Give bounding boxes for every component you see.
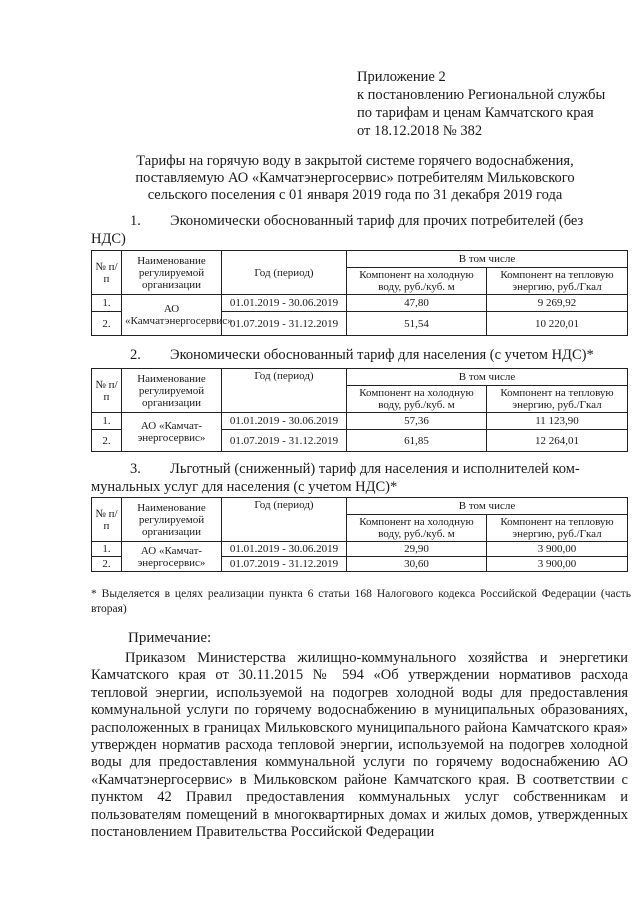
header-period: Год (период) — [222, 251, 347, 295]
appendix-line: по тарифам и ценам Камчатского края — [357, 105, 594, 121]
row-heat: 9 269,92 — [487, 295, 628, 312]
tariff-table — [91, 250, 628, 336]
header-num: № п/п — [92, 369, 122, 413]
section-heading — [130, 212, 583, 230]
header-cold: Компонент на холодную воду, руб./куб. м — [347, 515, 487, 542]
row-cold: 47,80 — [347, 295, 487, 312]
tariff-table — [91, 368, 628, 452]
note-heading: Примечание: — [128, 630, 212, 646]
row-num: 1. — [92, 295, 122, 312]
section-number: 1. — [130, 213, 141, 229]
section-heading — [130, 346, 594, 364]
section-heading-continued: НДС) — [91, 231, 126, 247]
section-heading-text: Льготный (сниженный) тариф для населения и исполнителей ком- — [170, 461, 580, 477]
header-org: Наименование регулируемой организации — [122, 498, 222, 542]
org-name: АО «Камчат-энергосервис» — [122, 542, 222, 572]
header-period: Год (период) — [222, 369, 347, 413]
section-heading-text: Экономически обоснованный тариф для населения (с учетом НДС)* — [170, 347, 594, 363]
note-body: Приказом Министерства жилищно-коммунального хозяйства и энергетики Камчатского края от 30.11.2015 № 594 «Об утверждении нормативов расхода тепловой энергии, используемой на подогрев холодной воды для предоставления коммунальной услуги по горячему водоснабжению в муниципальных образованиях, расположенных в границах Мильковского муниципального района Камчатского края» утвержден норматив расхода тепловой энергии, используемой на подогрев холодной воды для предоставления коммунальной услуги по горячему водоснабжению АО «Камчатэнергосервис» в Мильковском районе Камчатского края. В соответствии с пунктом 42 Правил предоставления коммунальных услуг собственникам и пользователям помещений в многоквартирных домах и жилых домов, утвержденных постановлением Правительства Российской Федерации — [91, 650, 628, 841]
appendix-line: от 18.12.2018 № 382 — [357, 123, 483, 139]
org-name: АО «Камчат-энергосервис» — [122, 413, 222, 452]
header-period: Год (период) — [222, 498, 347, 542]
header-heat: Компонент на тепловую энергию, руб./Гкал — [487, 515, 628, 542]
header-cold: Компонент на холодную воду, руб./куб. м — [347, 268, 487, 295]
appendix-line: к постановлению Региональной службы — [357, 87, 606, 103]
header-in-total: В том числе — [347, 369, 628, 386]
row-heat: 11 123,90 — [487, 413, 628, 430]
row-cold: 29,90 — [347, 542, 487, 557]
row-period: 01.07.2019 - 31.12.2019 — [222, 312, 347, 336]
header-num: № п/п — [92, 251, 122, 295]
footnote: * Выделяется в целях реализации пункта 6 статьи 168 Налогового кодекса Российской Федерации (часть вторая) — [91, 588, 631, 615]
row-heat: 3 900,00 — [487, 542, 628, 557]
row-period: 01.01.2019 - 30.06.2019 — [222, 413, 347, 430]
row-num: 2. — [92, 312, 122, 336]
table-row — [92, 413, 628, 430]
row-cold: 61,85 — [347, 430, 487, 452]
table-row — [92, 542, 628, 557]
section-heading — [130, 460, 580, 478]
section-number: 3. — [130, 461, 141, 477]
header-heat: Компонент на тепловую энергию, руб./Гкал — [487, 268, 628, 295]
row-period: 01.01.2019 - 30.06.2019 — [222, 542, 347, 557]
header-cold: Компонент на холодную воду, руб./куб. м — [347, 386, 487, 413]
row-heat: 12 264,01 — [487, 430, 628, 452]
title-line: поставляемую АО «Камчатэнергосервис» потребителям Мильковского — [135, 170, 575, 186]
row-cold: 57,36 — [347, 413, 487, 430]
row-heat: 3 900,00 — [487, 557, 628, 572]
appendix-block — [357, 68, 605, 140]
section-heading-continued: мунальных услуг для населения (с учетом НДС)* — [91, 479, 398, 495]
row-period: 01.07.2019 - 31.12.2019 — [222, 430, 347, 452]
row-period: 01.01.2019 - 30.06.2019 — [222, 295, 347, 312]
header-num: № п/п — [92, 498, 122, 542]
org-name: АО «Камчатэнергосервис» — [122, 295, 222, 336]
header-heat: Компонент на тепловую энергию, руб./Гкал — [487, 386, 628, 413]
section-number: 2. — [130, 347, 141, 363]
header-org: Наименование регулируемой организации — [122, 251, 222, 295]
appendix-line: Приложение 2 — [357, 69, 446, 85]
header-in-total: В том числе — [347, 498, 628, 515]
title-line: сельского поселения с 01 января 2019 года по 31 декабря 2019 года — [147, 187, 563, 203]
row-num: 2. — [92, 557, 122, 572]
row-num: 1. — [92, 413, 122, 430]
row-heat: 10 220,01 — [487, 312, 628, 336]
section-heading-text: Экономически обоснованный тариф для прочих потребителей (без — [170, 213, 584, 229]
row-num: 2. — [92, 430, 122, 452]
table-row — [92, 295, 628, 312]
header-in-total: В том числе — [347, 251, 628, 268]
document-title — [120, 153, 590, 204]
row-period: 01.07.2019 - 31.12.2019 — [222, 557, 347, 572]
row-num: 1. — [92, 542, 122, 557]
tariff-table — [91, 497, 628, 572]
title-line: Тарифы на горячую воду в закрытой системе горячего водоснабжения, — [136, 153, 574, 169]
row-cold: 51,54 — [347, 312, 487, 336]
row-cold: 30,60 — [347, 557, 487, 572]
header-org: Наименование регулируемой организации — [122, 369, 222, 413]
